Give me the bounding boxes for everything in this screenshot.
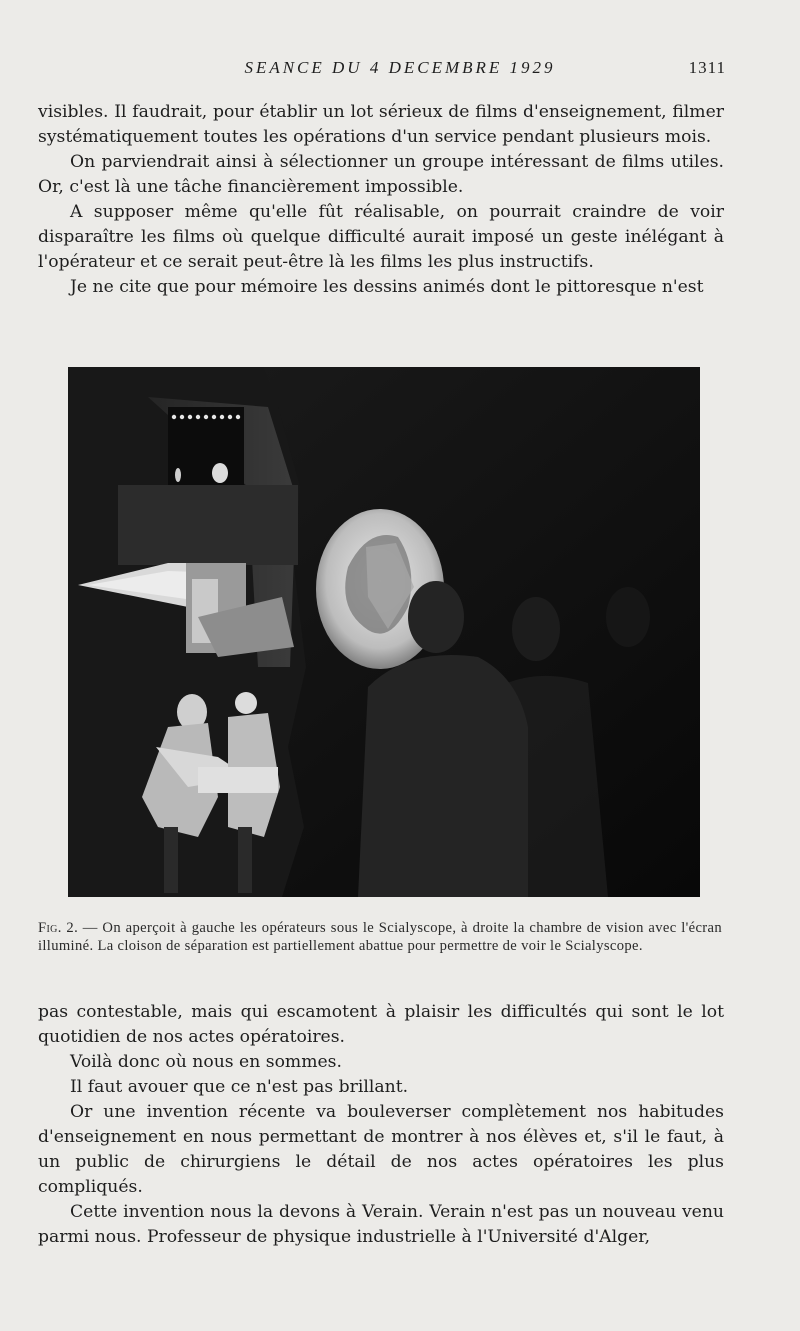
paragraph: Il faut avouer que ce n'est pas brillant. bbox=[70, 1077, 409, 1097]
page-number: 1311 bbox=[688, 58, 726, 77]
scialyscope-photo bbox=[68, 367, 700, 897]
paragraph: On parviendrait ainsi à sélectionner un groupe intéressant de films utiles. Or, c'est là une tâche financièrement impossible. bbox=[38, 152, 724, 197]
caption-text: — On aperçoit à gauche les opérateurs sous le Scialyscope, à droite la chambre de vision avec l'écran illuminé. La cloison de séparation est partiellement abattue pour permettre de voir le Scialyscope. bbox=[38, 920, 722, 954]
body-text-bottom bbox=[38, 1000, 724, 1250]
paragraph: Or une invention récente va bouleverser complètement nos habitudes d'enseignement en nous permettant de montrer à nos élèves et, s'il le faut, à un public de chirurgiens le détail de nos actes opératoires les plus compliqués. bbox=[38, 1102, 724, 1197]
running-header bbox=[0, 58, 800, 84]
figure-label: Fig. 2. bbox=[38, 920, 79, 936]
paragraph: visibles. Il faudrait, pour établir un lot sérieux de films d'enseignement, filmer systématiquement toutes les opérations d'un service pendant plusieurs mois. bbox=[38, 102, 724, 147]
paragraph: pas contestable, mais qui escamotent à plaisir les difficultés qui sont le lot quotidien de nos actes opératoires. bbox=[38, 1002, 724, 1047]
body-text-top bbox=[38, 100, 724, 300]
paragraph: Voilà donc où nous en sommes. bbox=[70, 1052, 342, 1072]
figure-photograph bbox=[68, 367, 700, 897]
paragraph: Cette invention nous la devons à Verain. Verain n'est pas un nouveau venu parmi nous. Professeur de physique industrielle à l'Université d'Alger, bbox=[38, 1202, 724, 1247]
figure-caption bbox=[38, 919, 722, 955]
paragraph: A supposer même qu'elle fût réalisable, on pourrait craindre de voir disparaître les films où quelque difficulté aurait imposé un geste inélégant à l'opérateur et ce serait peut-être là les films les plus instructifs. bbox=[38, 202, 724, 272]
running-title: SEANCE DU 4 DECEMBRE 1929 bbox=[244, 58, 556, 77]
paragraph: Je ne cite que pour mémoire les dessins animés dont le pittoresque n'est bbox=[70, 277, 704, 297]
